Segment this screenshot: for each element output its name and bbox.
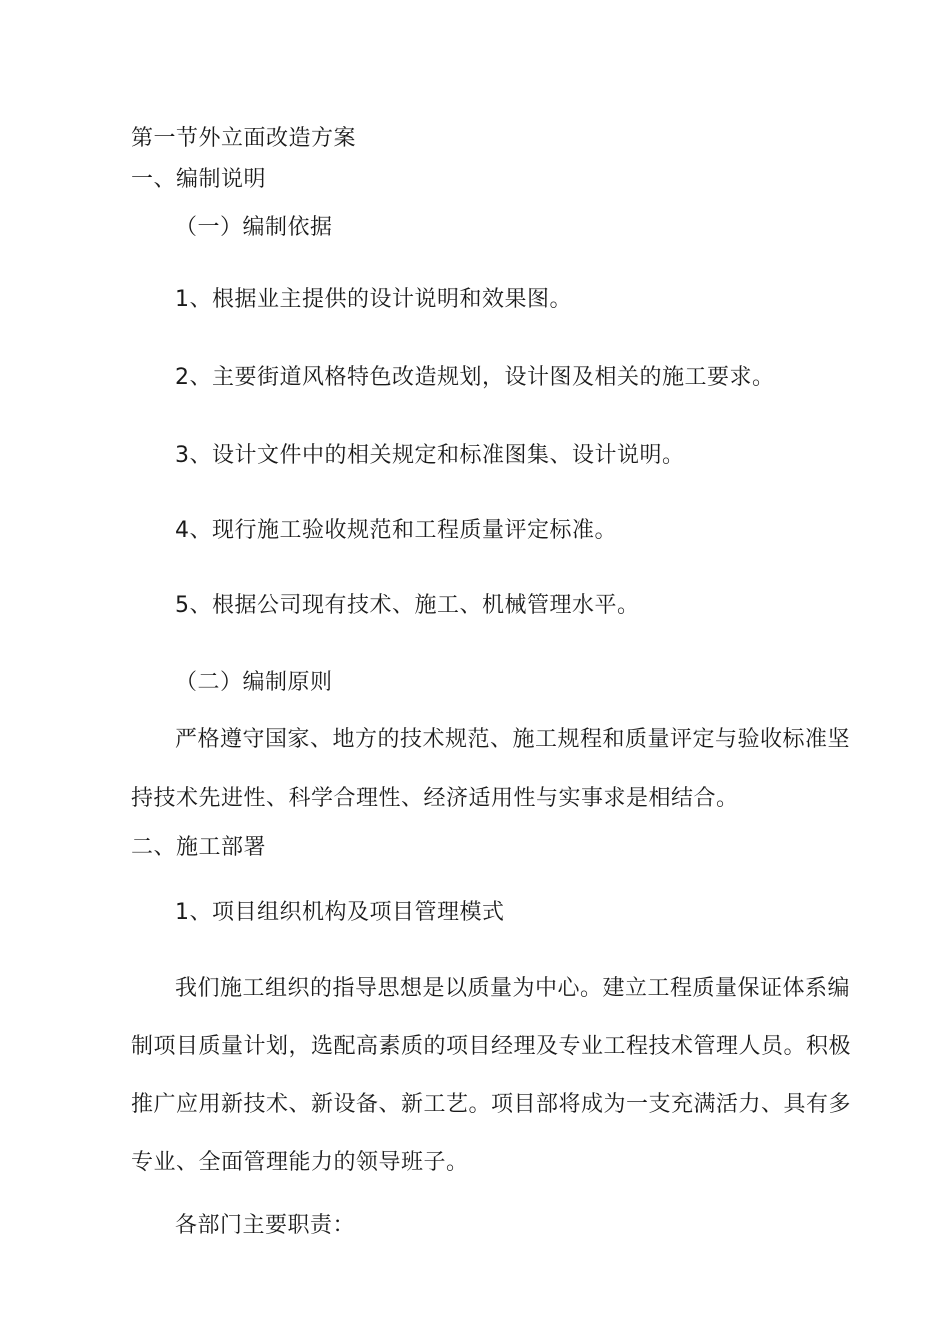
paragraph-line: 制项目质量计划，选配高素质的项目经理及专业工程技术管理人员。积极 — [131, 1034, 852, 1059]
subsection-heading-organization: 1、项目组织机构及项目管理模式 — [175, 900, 505, 925]
subsection-heading-basis: （一）编制依据 — [175, 215, 333, 240]
section-heading-2: 二、施工部署 — [131, 835, 267, 860]
subsection-heading-principle: （二）编制原则 — [175, 670, 333, 695]
list-item: 1、根据业主提供的设计说明和效果图。 — [175, 287, 572, 312]
paragraph-line: 严格遵守国家、地方的技术规范、施工规程和质量评定与验收标准坚 — [175, 727, 851, 752]
paragraph-line: 我们施工组织的指导思想是以质量为中心。建立工程质量保证体系编 — [175, 976, 851, 1001]
list-item: 4、现行施工验收规范和工程质量评定标准。 — [175, 518, 617, 543]
department-duties-heading: 各部门主要职责： — [175, 1213, 356, 1238]
paragraph-line: 推广应用新技术、新设备、新工艺。项目部将成为一支充满活力、具有多 — [131, 1092, 852, 1117]
document-title: 第一节外立面改造方案 — [131, 126, 357, 151]
paragraph-line: 专业、全面管理能力的领导班子。 — [131, 1150, 469, 1175]
paragraph-line: 持技术先进性、科学合理性、经济适用性与实事求是相结合。 — [131, 786, 739, 811]
section-heading-1: 一、编制说明 — [131, 167, 267, 192]
list-item: 5、根据公司现有技术、施工、机械管理水平。 — [175, 593, 640, 618]
list-item: 3、设计文件中的相关规定和标准图集、设计说明。 — [175, 443, 685, 468]
list-item: 2、主要街道风格特色改造规划，设计图及相关的施工要求。 — [175, 365, 775, 390]
